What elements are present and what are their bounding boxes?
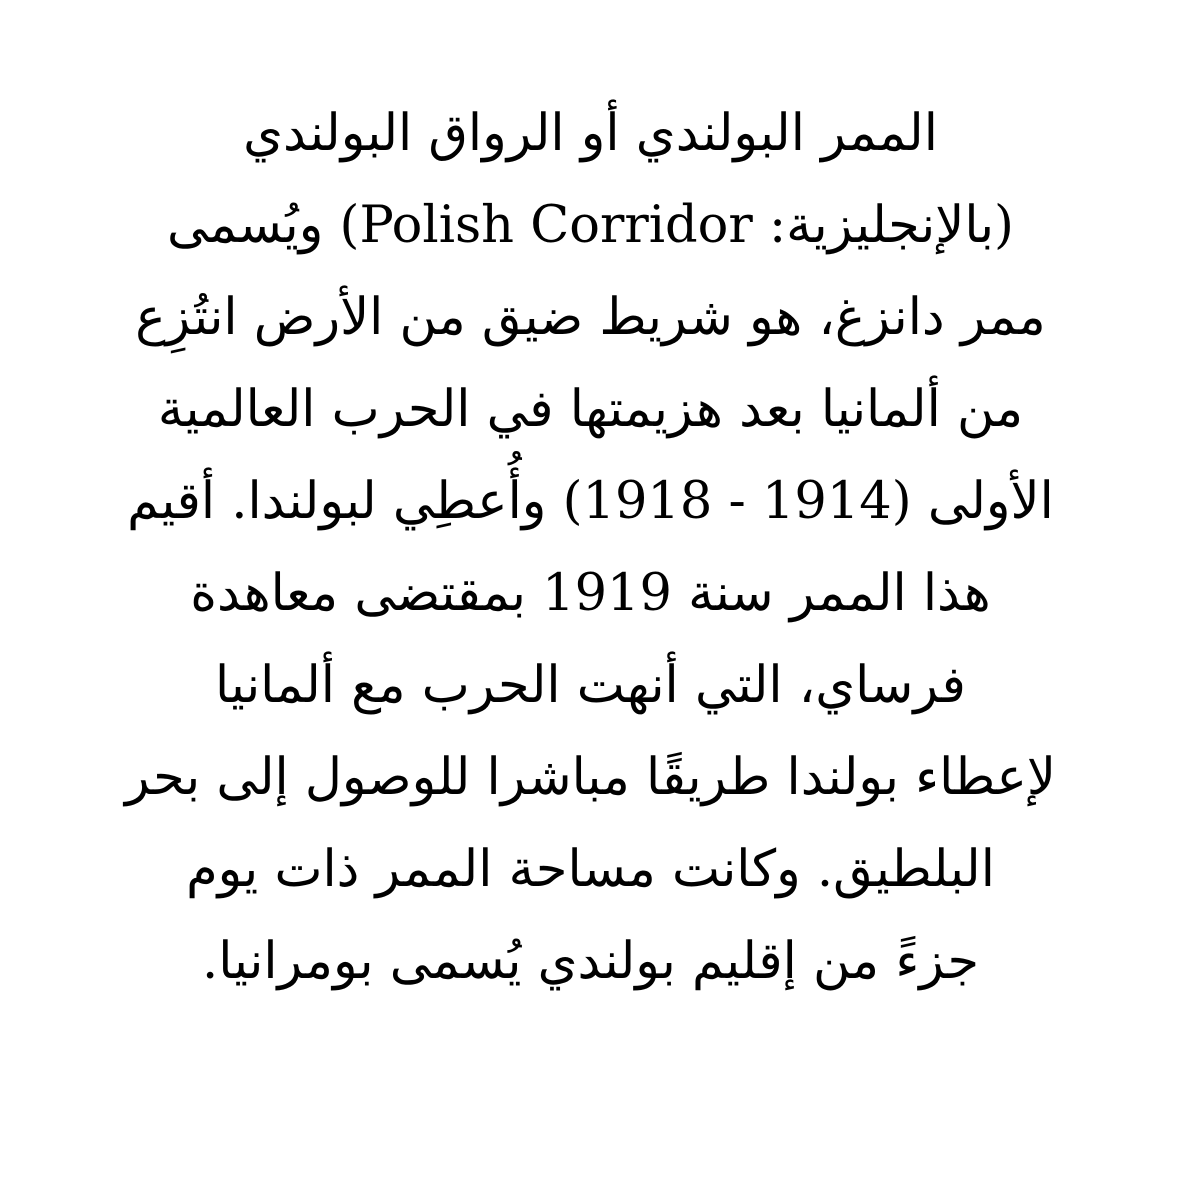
- text-line: هذا الممر سنة 1919 بمقتضى معاهدة: [190, 564, 991, 623]
- text-line: ممر دانزغ، هو شريط ضيق من الأرض انتُزِع: [135, 288, 1046, 347]
- text-line: الممر البولندي أو الرواق البولندي: [243, 104, 938, 163]
- text-line: لإعطاء بولندا طريقًا مباشرا للوصول إلى بحر: [124, 748, 1057, 807]
- article-paragraph: [71, 88, 1111, 1181]
- text-line: فرساي، التي أنهت الحرب مع ألمانيا: [215, 656, 966, 715]
- text-line: البلطيق. وكانت مساحة الممر ذات يوم: [186, 840, 995, 899]
- text-line: من ألمانيا بعد هزيمتها في الحرب العالمية: [157, 380, 1024, 439]
- text-line: جزءً من إقليم بولندي يُسمى بومرانيا.: [202, 932, 979, 991]
- text-line: الأولى (1914 - 1918) وأُعطِي لبولندا. أقيم: [127, 472, 1054, 531]
- text-line: (بالإنجليزية: Polish Corridor) ويُسمى: [167, 196, 1014, 255]
